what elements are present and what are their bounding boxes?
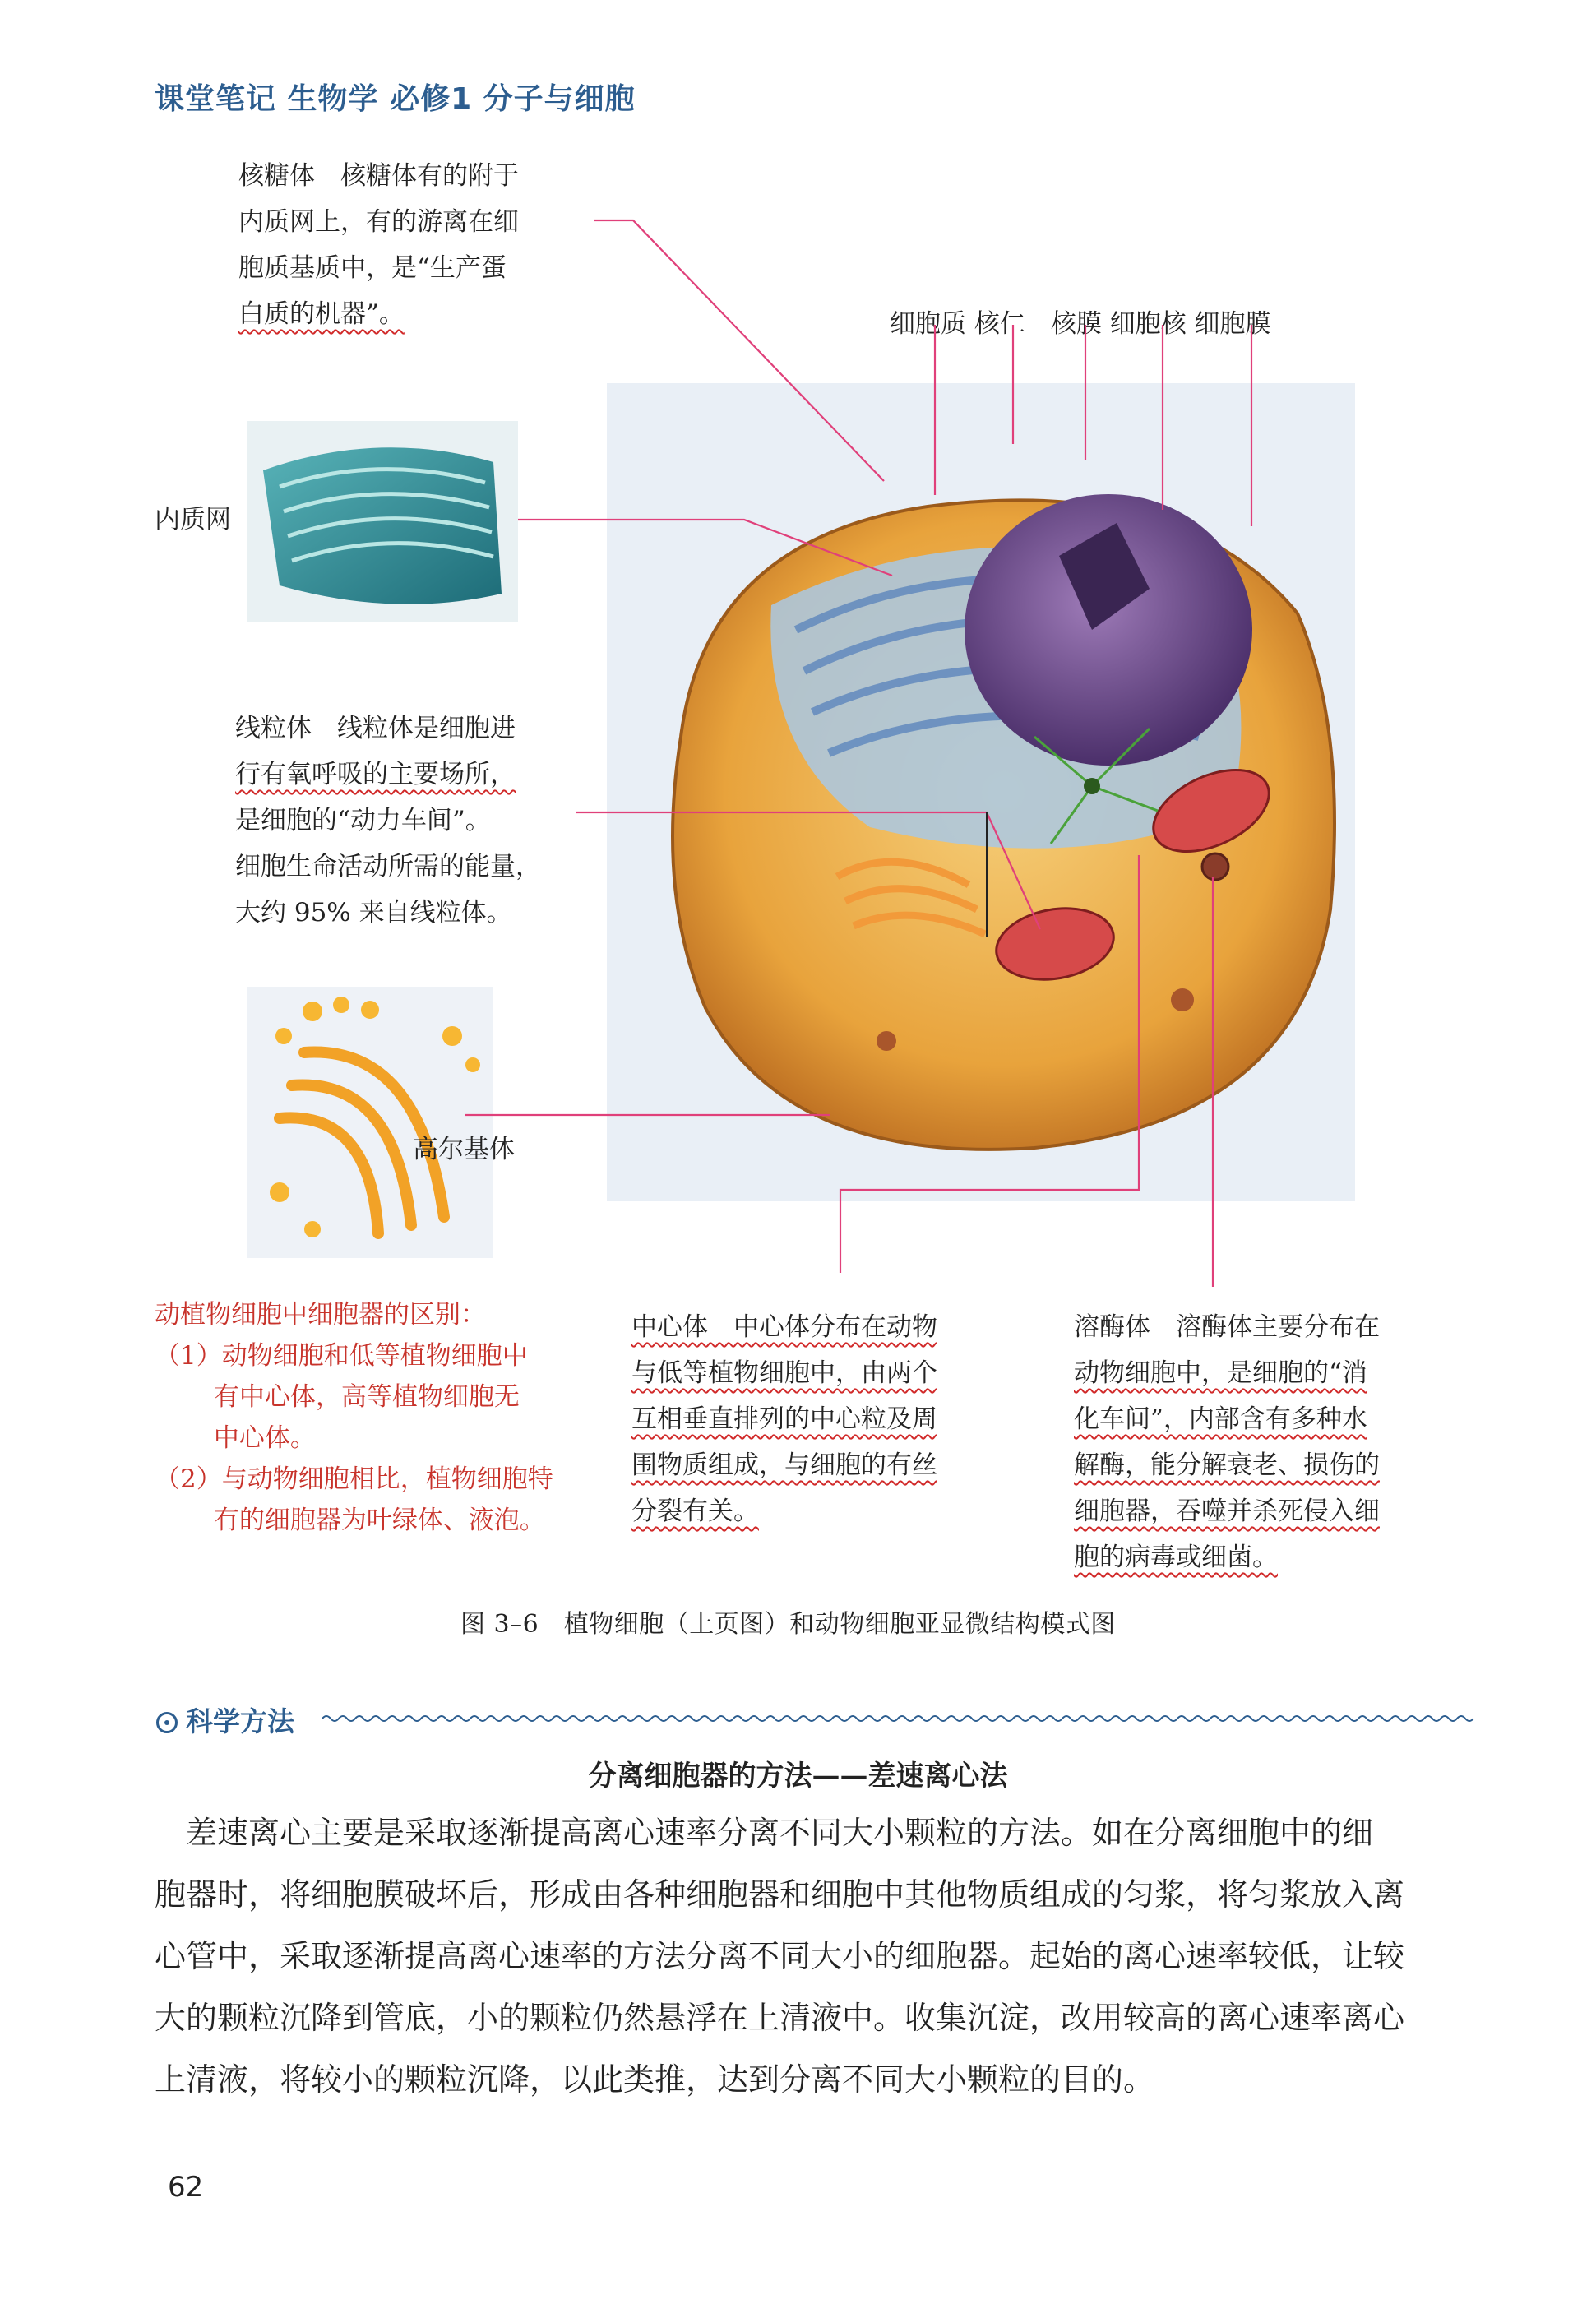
golgi-label: 高尔基体 (413, 1135, 515, 1164)
article-body (155, 1802, 1487, 2111)
ribosome-note-line: 核糖体 核糖体有的附于 (238, 161, 519, 191)
article-line: 大的颗粒沉降到管底，小的颗粒仍然悬浮在上清液中。收集沉淀，改用较高的离心速率离心 (155, 2000, 1405, 2036)
ribosome-note-line: 白质的机器”。 (238, 299, 405, 329)
er-label: 内质网 (155, 505, 231, 534)
mito-note-line: 大约 95% 来自线粒体。 (235, 898, 512, 928)
lysosome-note-line: 动物细胞中，是细胞的“消 (1074, 1358, 1367, 1388)
wavy-rule (322, 1712, 1482, 1725)
article-title: 分离细胞器的方法——差速离心法 (588, 1760, 1008, 1793)
centrosome-note-line: 互相垂直排列的中心粒及周 (631, 1404, 937, 1434)
cell-structure-labels: 细胞质 核仁 核膜 细胞核 细胞膜 (890, 309, 1271, 339)
difference-line: （2）与动物细胞相比，植物细胞特 (155, 1464, 553, 1494)
lysosome-note-line: 解酶，能分解衰老、损伤的 (1074, 1450, 1380, 1480)
plant-animal-difference-note (155, 1294, 553, 1541)
difference-line: 中心体。 (155, 1423, 316, 1453)
mito-note-line: 细胞生命活动所需的能量， (235, 852, 541, 881)
running-header: 课堂笔记 生物学 必修1 分子与细胞 (155, 82, 636, 116)
centrosome-note-line: 中心体 中心体分布在动物 (631, 1312, 937, 1342)
lysosome-note-line: 溶酶体 溶酶体主要分布在 (1074, 1312, 1380, 1342)
lysosome-note-line: 胞的病毒或细菌。 (1074, 1543, 1278, 1572)
lysosome-note-line: 细胞器，吞噬并杀死侵入细 (1074, 1497, 1380, 1526)
ribosome-note-line: 内质网上，有的游离在细 (238, 207, 519, 237)
centrosome-note-line: 围物质组成，与细胞的有丝 (631, 1450, 937, 1480)
centrosome-note-line: 与低等植物细胞中，由两个 (631, 1358, 937, 1388)
ribosome-note-line: 胞质基质中，是“生产蛋 (238, 253, 507, 283)
lysosome-note-line: 化车间”，内部含有多种水 (1074, 1404, 1367, 1434)
mito-note-line: 行有氧呼吸的主要场所， (235, 760, 516, 789)
article-line: 胞器时，将细胞膜破坏后，形成由各种细胞器和细胞中其他物质组成的匀浆，将匀浆放入离 (155, 1876, 1405, 1913)
figure-caption: 图 3–6 植物细胞（上页图）和动物细胞亚显微结构模式图 (460, 1610, 1116, 1639)
page-number: 62 (168, 2171, 204, 2204)
difference-line: 有中心体，高等植物细胞无 (155, 1382, 520, 1412)
circle-dot-icon (156, 1712, 178, 1733)
difference-title: 动植物细胞中细胞器的区别： (155, 1300, 486, 1330)
mito-note-line: 线粒体 线粒体是细胞进 (235, 714, 516, 743)
lysosome-note (1074, 1304, 1380, 1580)
section-heading (156, 1700, 294, 1739)
article-line: 上清液，将较小的颗粒沉降，以此类推，达到分离不同大小颗粒的目的。 (155, 2061, 1155, 2098)
article-line: 心管中，采取逐渐提高离心速率的方法分离不同大小的细胞器。起始的离心速率较低，让较 (155, 1938, 1405, 1974)
difference-line: （1）动物细胞和低等植物细胞中 (155, 1341, 528, 1371)
difference-line: 有的细胞器为叶绿体、液泡。 (155, 1506, 545, 1535)
section-label: 科学方法 (186, 1705, 294, 1737)
centrosome-note (631, 1304, 937, 1534)
article-line: 差速离心主要是采取逐渐提高离心速率分离不同大小颗粒的方法。如在分离细胞中的细 (155, 1815, 1374, 1851)
mito-note-line: 是细胞的“动力车间”。 (235, 806, 491, 835)
centrosome-note-line: 分裂有关。 (631, 1497, 759, 1526)
